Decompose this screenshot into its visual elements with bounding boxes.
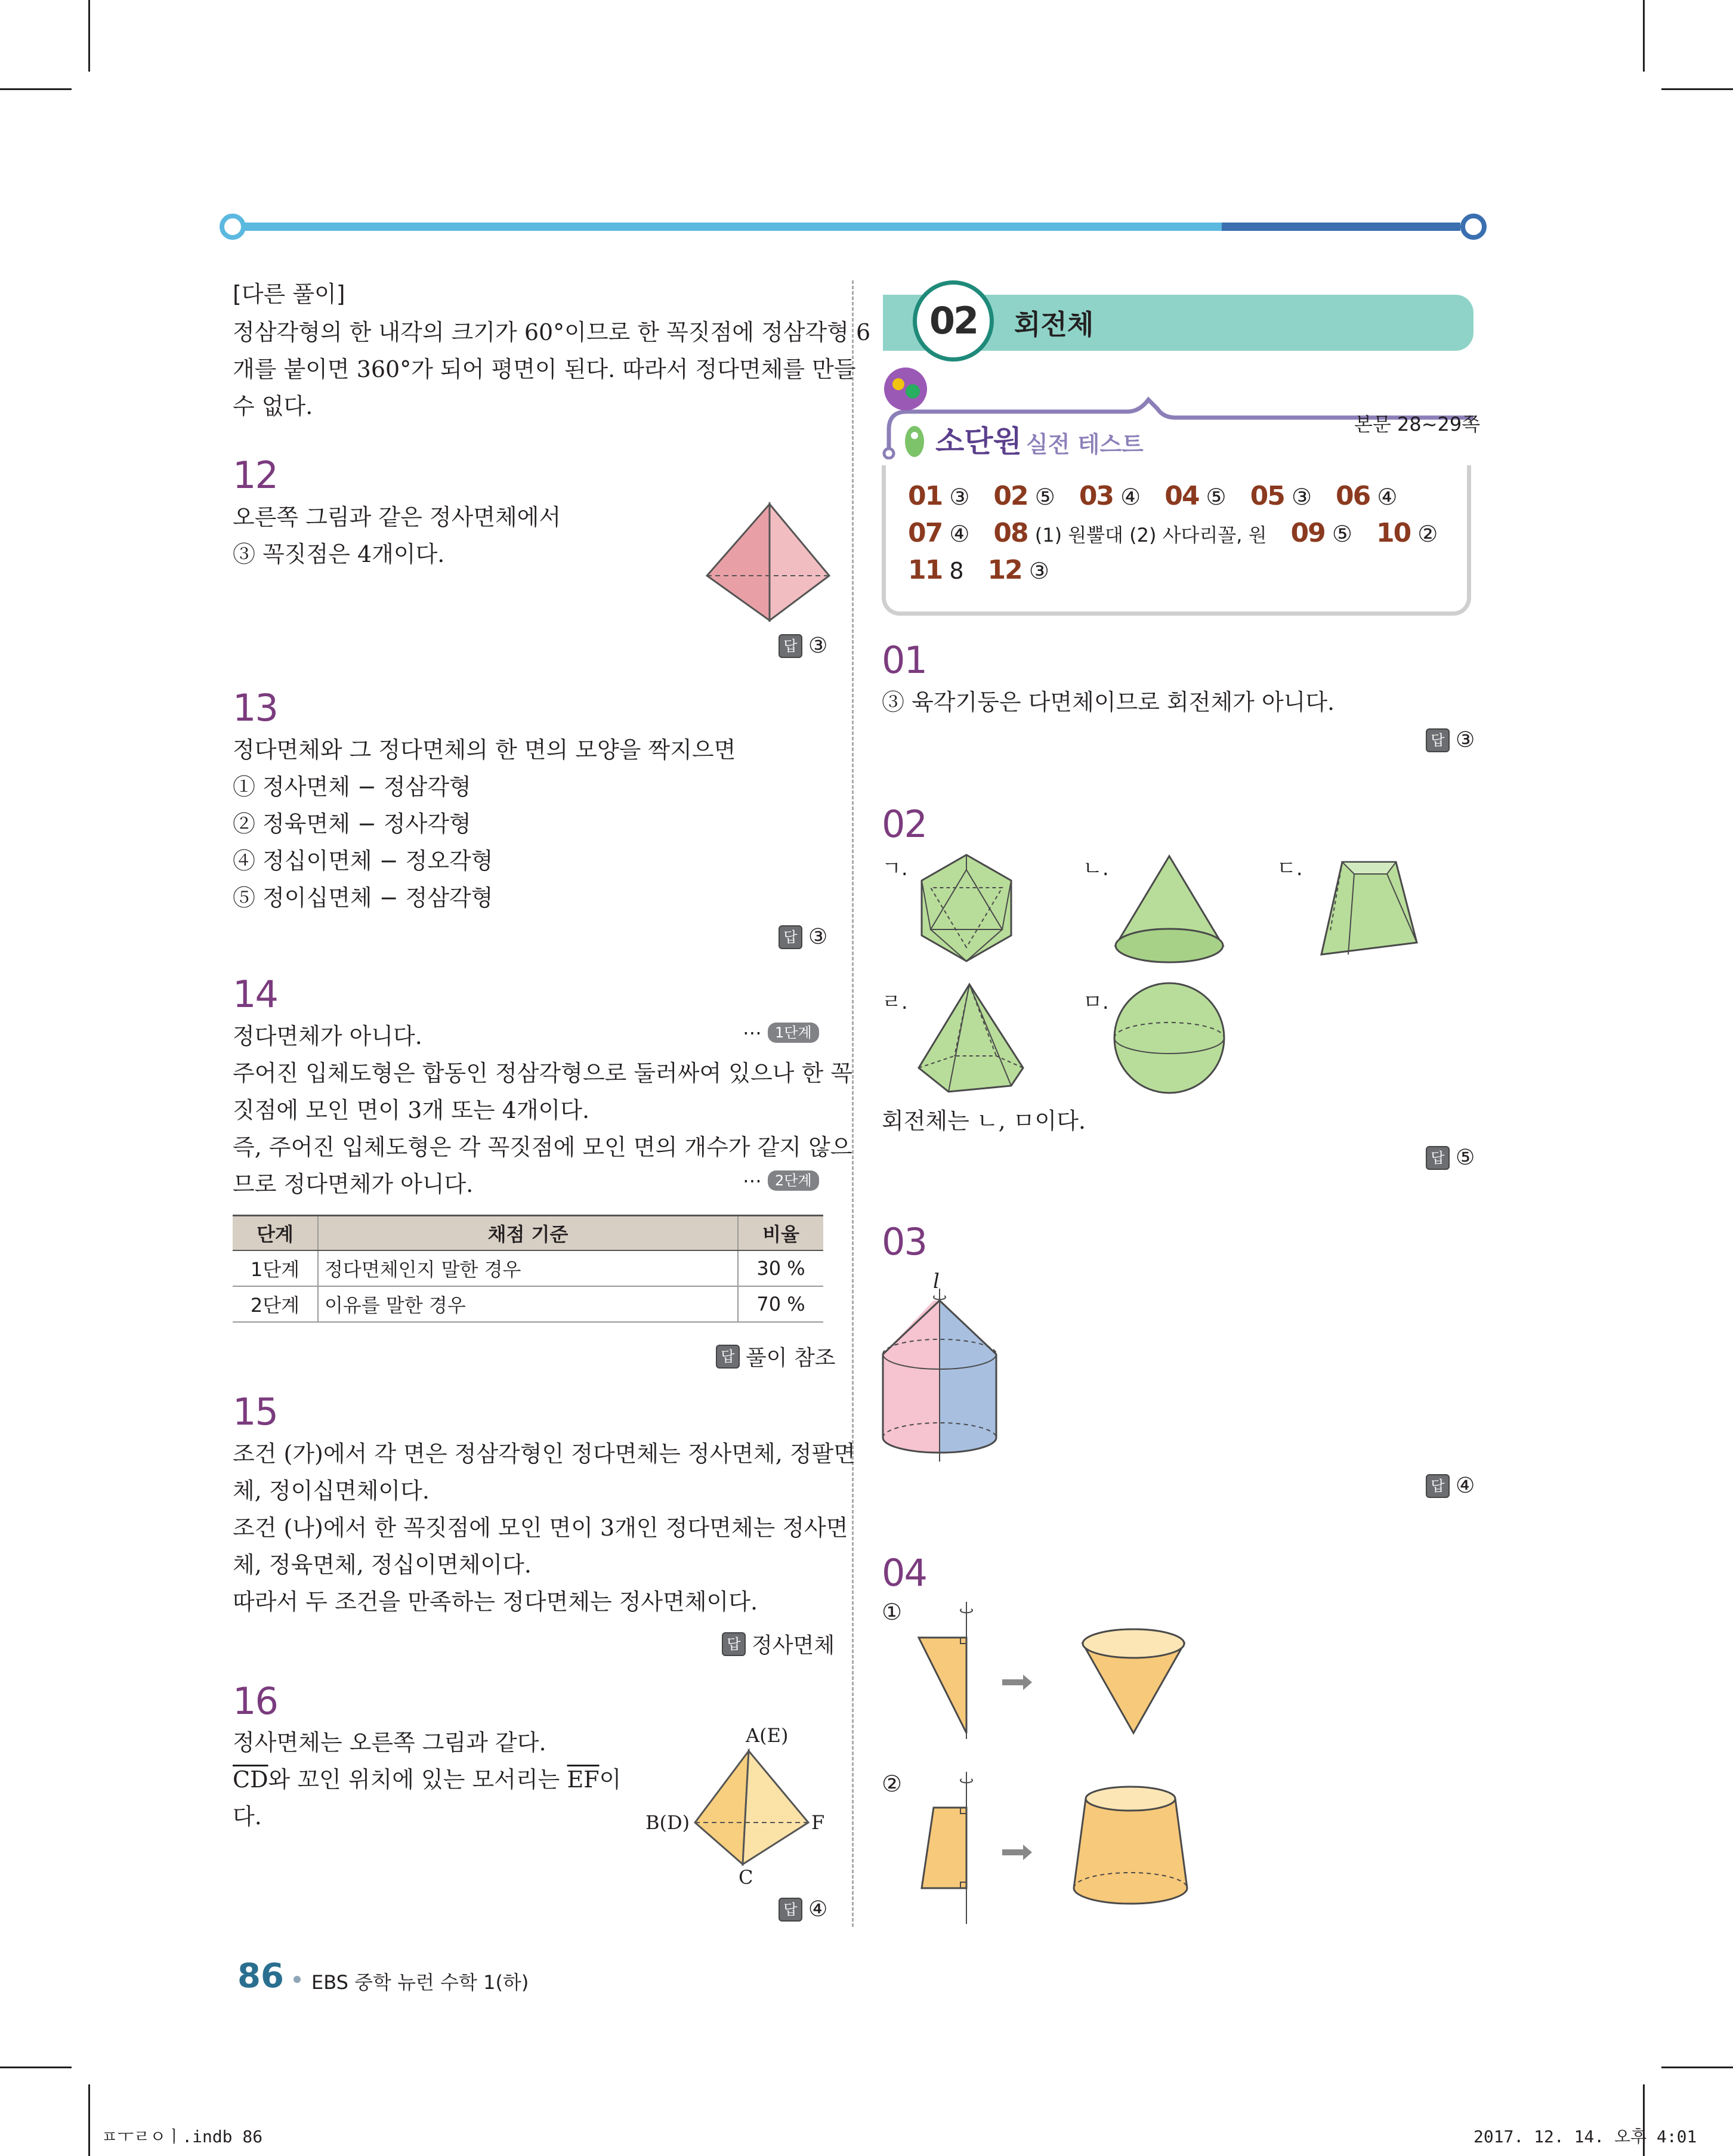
print-date: 2017. 12. 14. 오후 4:01 [1473,2127,1697,2146]
page-reference: 본문 28~29쪽 [1354,413,1481,435]
answer-row-1: 01 ③ 02 ⑤ 03 ④ 04 ⑤ 05 ③ 06 ④ [908,481,1398,511]
answer-icon: 답 [779,925,802,949]
vertex-label: C [739,1866,753,1889]
answer-16: 답 ④ [779,1897,827,1922]
q14-line-1: 정다면체가 아니다. [233,1023,422,1049]
answer-row-3: 11 8 12 ③ [908,555,1049,585]
answer-14: 답 풀이 참조 [716,1341,836,1372]
stage-marker-2: ⋯ 2단계 [743,1169,819,1192]
answer-icon: 답 [722,1632,746,1656]
question-number: 04 [882,1551,926,1595]
book-title: EBS 중학 뉴런 수학 1(하) [311,1971,529,1994]
question-number: 12 [233,453,277,497]
section-title: 소단원 [935,424,1022,459]
segment-ef: $\overline{EF}$ [567,1766,600,1793]
answer-13: 답 ③ [779,925,827,949]
q13-line-1: 정다면체와 그 정다면체의 한 면의 모양을 짝지으면 [233,737,736,763]
figure-label: ㅁ. [1083,990,1109,1014]
q13-line-5: ⑤ 정이십면체 − 정삼각형 [233,885,493,911]
table-header: 단계 [233,1216,318,1251]
sphere-figure [1110,978,1229,1098]
alt-line-3: 수 없다. [233,393,313,419]
icosahedron-figure [913,852,1020,965]
vertex-label: F [811,1811,825,1834]
rotation-solid-figure [877,1289,1002,1462]
question-number: 16 [233,1679,277,1723]
answer-icon: 답 [779,1898,802,1922]
pyramid-figure [913,978,1026,1098]
q15-line-2: 체, 정이십면체이다. [233,1478,430,1504]
q14-line-4: 즉, 주어진 입체도형은 각 꼭짓점에 모인 면의 개수가 같지 않으 [233,1134,852,1160]
r-q02-line: 회전체는 ㄴ, ㅁ이다. [882,1108,1086,1134]
answer-r02: 답 ⑤ [1426,1145,1475,1170]
crop-mark [0,2067,72,2068]
alt-line-2: 개를 붙이면 360°가 되어 평면이 된다. 따라서 정다면체를 만들 [233,356,856,382]
header-bar [215,212,1491,242]
answer-row-2: 07 ④ 08 (1) 원뿔대 (2) 사다리꼴, 원 09 ⑤ 10 ② [908,518,1438,548]
question-number: 14 [233,972,277,1016]
unit-title: 회전체 [1014,308,1094,341]
q15-line-4: 체, 정육면체, 정십이면체이다. [233,1552,532,1578]
figure-label: ㄷ. [1277,857,1303,881]
grading-table [233,1215,823,1323]
answer-r01: 답 ③ [1426,728,1475,752]
vertex-label: B(D) [645,1811,690,1834]
mascot-icon [882,365,929,413]
answer-icon: 답 [1426,1474,1450,1498]
axis-label: l [933,1269,940,1293]
answer-r03: 답 ④ [1426,1474,1475,1498]
answer-12: 답 ③ [779,634,827,658]
alt-solution-label: [다른 풀이] [233,281,345,307]
cone-figure [1110,853,1229,966]
q16-line-1: 정사면체는 오른쪽 그림과 같다. [233,1729,546,1756]
q15-line-1: 조건 (가)에서 각 면은 정삼각형인 정다면체는 정사면체, 정팔면 [233,1441,855,1467]
q14-line-2: 주어진 입체도형은 합동인 정삼각형으로 둘러싸여 있으나 한 꼭 [233,1060,852,1086]
trapezoid-rotation-figure [907,1766,1265,1927]
q15-line-5: 따라서 두 조건을 만족하는 정다면체는 정사면체이다. [233,1589,758,1615]
answer-icon: 답 [716,1345,740,1369]
q16-line-3: 다. [233,1803,262,1830]
q13-line-3: ② 정육면체 − 정사각형 [233,811,471,837]
file-info: ㅍㅜㄹㅇㅣ.indb 86 [101,2127,263,2146]
table-header: 채점 기준 [318,1216,738,1251]
tetrahedron-figure [704,501,835,626]
q14-line-3: 짓점에 모인 면이 3개 또는 4개이다. [233,1097,590,1123]
answer-icon: 답 [779,634,802,658]
crop-mark [88,2084,90,2156]
q14-line-5: 므로 정다면체가 아니다. [233,1171,474,1197]
crop-mark [1643,0,1645,72]
leaf-icon [900,424,929,459]
figure-label: ㄹ. [882,990,908,1014]
stage-marker-1: ⋯ 1단계 [743,1021,819,1044]
q15-line-3: 조건 (나)에서 한 꼭짓점에 모인 면이 3개인 정다면체는 정사면 [233,1515,848,1541]
triangle-rotation-figure [907,1596,1265,1745]
question-number: 01 [882,638,926,682]
table-header: 비율 [738,1216,823,1251]
q16-line-2: $\overline{CD}$와 꼬인 위치에 있는 모서리는 $\overline{EF}$이 [233,1766,622,1793]
q12-line-1: 오른쪽 그림과 같은 정사면체에서 [233,504,561,530]
item-2-label: ② [882,1771,903,1797]
footer-bullet [294,1976,301,1983]
crop-mark [0,88,72,90]
vertex-label: A(E) [746,1724,789,1747]
q12-line-2: ③ 꼭짓점은 4개이다. [233,541,445,567]
tetrahedron-labeled-figure [692,1748,811,1867]
question-number: 15 [233,1390,277,1434]
crop-mark [1661,2067,1733,2068]
answer-icon: 답 [1426,1146,1450,1170]
frustum-pyramid-figure [1306,853,1426,972]
table-row: 1단계 정다면체인지 말한 경우 30 % [233,1250,823,1286]
crop-mark [88,0,90,72]
crop-mark [1661,88,1733,90]
page-number: 86 [237,1957,284,1996]
column-divider [852,280,854,1927]
question-number: 13 [233,686,277,730]
table-row: 2단계 이유를 말한 경우 70 % [233,1286,823,1322]
segment-cd: $\overline{CD}$ [233,1766,268,1793]
figure-label: ㄴ. [1083,857,1109,881]
alt-line-1: 정삼각형의 한 내각의 크기가 60°이므로 한 꼭짓점에 정삼각형 6 [233,319,871,345]
q13-line-4: ④ 정십이면체 − 정오각형 [233,848,493,874]
question-number: 03 [882,1220,926,1264]
figure-label: ㄱ. [882,857,908,881]
item-1-label: ① [882,1599,903,1625]
r-q01-line: ③ 육각기둥은 다면체이므로 회전체가 아니다. [882,689,1335,715]
question-number: 02 [882,802,926,846]
section-subtitle: 실전 테스트 [1026,431,1144,458]
answer-icon: 답 [1426,728,1450,752]
q13-line-2: ① 정사면체 − 정삼각형 [233,774,471,800]
answer-15: 답 정사면체 [722,1629,835,1659]
unit-number-badge: 02 [913,280,994,362]
